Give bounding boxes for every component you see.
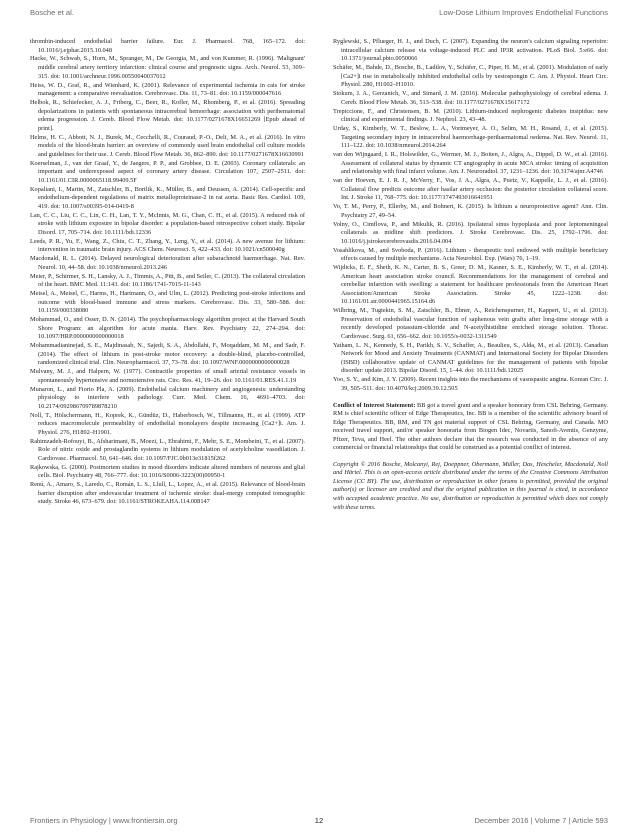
- footer-issue: December 2016 | Volume 7 | Article 593: [474, 816, 608, 825]
- reference-item: Lan, C. C., Liu, C. C., Lin, C. H., Lan, T. Y., McInnis, M. G., Chan, C. H., et al. (2015). A reduced risk of stroke with lithium exposure in bipolar disorder: a population-based retrospective cohort study. Bipolar Disord. 17, 705–714. doi: 10.1111/bdi.12336: [30, 211, 305, 236]
- copyright-notice: Copyright © 2016 Bosche, Molcanyi, Rej, Doeppner, Obermann, Müller, Das, Hescheler, Macdonald, Noll and Härtel. This is an open-access article distributed under the terms of the Creative Commons Attribution License (CC BY). The use, distribution or reproduction in other forums is permitted, provided the original author(s) or licensor are credited and that the original publication in this journal is cited, in accordance with accepted academic practice. No use, distribution or reproduction is permitted which does not comply with these terms.: [333, 460, 608, 511]
- reference-item: Helms, H. C., Abbott, N. J., Burek, M., Cecchelli, R., Couraud, P.-O., Deli, M. A., et al. (2016). In vitro models of the blood-brain barrier: an overview of commonly used brain endothelial cell culture models and guidelines for their use. J. Cereb. Blood Flow Metab. 36, 862–890. doi: 10.1177/0271678X16630991: [30, 133, 305, 158]
- references-right-column: [333, 38, 608, 518]
- reference-item: Mohammadianinejad, S. E., Majdinasab, N., Sajedi, S. A., Abdollahi, F., Moqaddam, M. M., and Sadr, F. (2014). The effect of lithium in post-stroke motor recovery: a double-blind, placebo-controlled, randomized clinical trial. Clin. Neuropharmacol. 37, 73–78. doi: 10.1097/WNF.0000000000000028: [30, 342, 305, 367]
- reference-item: Rahimzadeh-Rofouyi, B., Afsharimani, B., Moezi, L., Ebrahimi, F., Mehr, S. E., Mombeini, T., et al. (2007). Role of nitric oxide and prostaglandin systems in lithium modulation of acetylcholine vasodilation. J. Cardiovasc. Pharmacol. 50, 641–646. doi: 10.1097/FJC.0b013e31815f262: [30, 437, 305, 462]
- reference-item: Meisel, A., Meisel, C., Harms, H., Hartmann, O., and Ulm, L. (2012). Predicting post-stroke infections and outcome with blood-based immune and stress markers. Cerebrovasc. Dis. 33, 580–588. doi: 10.1159/000338080: [30, 290, 305, 315]
- reference-item: Renú, A., Amaro, S., Laredo, C., Román, L. S., Llull, L., Lopez, A., et al. (2015). Relevance of blood-brain barrier disruption after endovascular treatment of ischemic stroke: dual-energy computed tomographic study. Stroke 46, 673–679. doi: 10.1161/STROKEAHA.114.008147: [30, 481, 305, 506]
- reference-item: Kopaliani, I., Martin, M., Zatschler, B., Bortlik, K., Müller, B., and Deussen, A. (2014). Cell-specific and endothelium-dependent regulations of matrix metalloproteinase-2 in rat aorta. Basic Res. Cardiol. 109, 419. doi: 10.1007/s00395-014-0419-8: [30, 185, 305, 210]
- reference-item: Yatham, L. N., Kennedy, S. H., Parikh, S. V., Schaffer, A., Beaulieu, S., Alda, M., et al. (2013). Canadian Network for Mood and Anxiety Treatments (CANMAT) and International Society for Bipolar Disorders (ISBD) collaborative update of CANMAT guidelines for the management of patients with bipolar disorder: update 2013. Bipolar Disord. 15, 1–44. doi: 10.1111/bdi.12025: [333, 341, 608, 375]
- conflict-of-interest-statement: [333, 402, 608, 453]
- page-footer: [30, 816, 608, 828]
- reference-item: Munaron, L., and Fiorio Pla, A. (2009). Endothelial calcium machinery and angiogenesis: understanding physiology to interfere with pathology. Curr. Med. Chem. 16, 4691–4703. doi: 10.2174/092986709789878210: [30, 385, 305, 410]
- reference-item: Urday, S., Kimberly, W. T., Beslow, L. A., Vortmeyer, A. O., Selim, M. H., Rosand, J., et al. (2015). Targeting secondary injury in intracerebral haemorrhage-perihaematomal oedema. Nat. Rev. Neurol. 11, 111–122. doi: 10.1038/nrneurol.2014.264: [333, 125, 608, 150]
- reference-item: Yoo, S. Y., and Kim, J. Y. (2009). Recent insights into the mechanisms of vasospastic angina. Korean Circ. J. 39, 505–511. doi: 10.4070/kcj.2009.39.12.505: [333, 376, 608, 392]
- reference-item: Meier, P., Schirmer, S. H., Lansky, A. J., Timmis, A., Pitt, B., and Seiler, C. (2013). The collateral circulation of the heart. BMC Med. 11:143. doi: 10.1186/1741-7015-11-143: [30, 272, 305, 289]
- reference-item: van den Wijngaard, I. R., Holswilder, G., Wermer, M. J., Boiten, J., Algra, A., Dippel, D. W., et al. (2016). Assessment of collateral status by dynamic CT angiography in acute MCA stroke: timing of acquisition and relationship with final infarct volume. Am. J. Neuroradiol. 37, 1231–1236. doi: 10.3174/ajnr.A4746: [333, 151, 608, 176]
- reference-item: Mohammad, O., and Osser, D. N. (2014). The psychopharmacology algorithm project at the Harvard South Shore Program: an algorithm for acute mania. Harv. Rev. Psychiatry 22, 274–294. doi: 10.1097/HRP.0000000000000018: [30, 316, 305, 341]
- reference-item: Volny, O., Cimflova, P., and Mikulik, R. (2016). Ipsilateral sinus hypoplasia and poor leptomeningeal collaterals as midline shift predictors. J. Stroke Cerebrovasc. Dis. 25, 1792–1796. doi: 10.1016/j.jstrokecerebrovasdis.2016.04.004: [333, 220, 608, 245]
- reference-item: Koerselman, J., van der Graaf, Y., de Jaegere, P. P., and Grobbee, D. E. (2003). Coronary collaterals: an important and underexposed aspect of coronary artery disease. Circulation 107, 2507–2511. doi: 10.1161/01.CIR.0000065118.99409.5F: [30, 159, 305, 184]
- header-authors: Bosche et al.: [30, 8, 74, 17]
- conflict-of-interest-title: Conflict of Interest Statement:: [333, 401, 416, 409]
- reference-item: Vosahlikova, M., and Svoboda, P. (2016). Lithium - therapeutic tool endowed with multiple beneficiary effects caused by multiple mechanisms. Acta Neurobiol. Exp. (Wars) 76, 1–19.: [333, 246, 608, 263]
- reference-item: Mulvany, M. J., and Halpern, W. (1977). Contractile properties of small arterial resistance vessels in spontaneously hypertensive and normotensive rats. Circ. Res. 41, 19–26. doi: 10.1161/01.RES.41.1.19: [30, 368, 305, 384]
- reference-item: Schäfer, M., Bahde, D., Bosche, B., Ladilov, Y., Schäfer, C., Piper, H. M., et al. (2001). Modulation of early [Ca2+]i rise in metabolically inhibited endothelial cells by xestospongin C. Am. J. Physiol. Heart Circ. Physiol. 280, H1002–H1010.: [333, 64, 608, 89]
- page-number: 12: [314, 816, 324, 825]
- reference-item: van der Hoeven, E. J. R. J., McVerry, F., Vos, J. A., Algra, A., Puetz, V., Kappelle, L. J., et al. (2016). Collateral flow predicts outcome after basilar artery occlusion: the posterior circulation collateral score. Int. J. Stroke 11, 768–775. doi: 10.1177/1747493016641951: [333, 177, 608, 202]
- reference-item: Macdonald, R. L. (2014). Delayed neurological deterioration after subarachnoid haemorrhage. Nat. Rev. Neurol. 10, 44–58. doi: 10.1038/nrneurol.2013.246: [30, 255, 305, 271]
- reference-item: thrombin-induced endothelial barrier failure. Eur. J. Pharmacol. 768, 165–172. doi: 10.1016/j.ejphar.2015.10.048: [30, 38, 305, 54]
- reference-item: Leeds, P. R., Yu, F., Wang, Z., Chiu, C. T., Zhang, Y., Leng, Y., et al. (2014). A new avenue for lithium: intervention in traumatic brain injury. ACS Chem. Neurosci. 5, 422–433. doi: 10.1021/cn500040g: [30, 237, 305, 254]
- reference-item: Trepiccione, F., and Christensen, B. M. (2010). Lithium-induced nephrogenic diabetes insipidus: new clinical and experimental findings. J. Nephrol. 23, 43–48.: [333, 107, 608, 124]
- reference-item: Helbok, R., Schiefecker, A. J., Friberg, C., Beer, R., Kofler, M., Rhomberg, P., et al. (2016). Spreading depolarizations in patients with spontaneous intracerebral hemorrhage: association with perihematomal edema progression. J. Cereb. Blood Flow Metab. doi: 10.1177/0271678X16651269 [Epub ahead of print].: [30, 99, 305, 132]
- conflict-of-interest-text: BB got a travel grant and a speaker honorary from CSL Behring, Germany. RM is chief scientific officer of Edge Therapeutics, Inc. BB is a member of the scientific advisory board of Edge Therapeutics. BB, RM, and TN got material support of CSL Behring, Germany, and Canada. MO received travel support, and/or speaker honoraria from Biogen Idec, Novartis, Sanofi-Aventis, Genzyme, Pfizer, Teva, and Heel. The other authors declare that the research was conducted in the absence of any commercial or financial relationships that could be construed as a potential conflict of interest.: [333, 401, 608, 452]
- footer-journal: Frontiers in Physiology | www.frontiersin.org: [30, 816, 178, 825]
- reference-item: Wilbring, M., Tugtekin, S. M., Zatschler, B., Ebner, A., Reichenspurner, H., Kappert, U., et al. (2013). Preservation of endothelial vascular function of saphenous vein grafts after long-time storage with a recently developed potassium-chloride and N-acetylhistidine enriched storage solution. Thorac. Cardiovasc. Surg. 61, 656–662. doi: 10.1055/s-0032-1311549: [333, 307, 608, 340]
- reference-item: Stokum, J. A., Gerzanich, V., and Simard, J. M. (2016). Molecular pathophysiology of cerebral edema. J. Cereb. Blood Flow Metab. 36, 513–538. doi: 10.1177/0271678X15617172: [333, 90, 608, 106]
- reference-item: Vo, T. M., Perry, P., Ellerby, M., and Bohnert, K. (2015). Is lithium a neuroprotective agent? Ann. Clin. Psychiatry 27, 49–54.: [333, 203, 608, 219]
- reference-item: Heiss, W. D., Graf, R., and Wienhard, K. (2001). Relevance of experimental ischemia in cats for stroke management: a comparative reevaluation. Cerebrovasc. Dis. 11, 73–81. doi: 10.1159/000047616: [30, 81, 305, 98]
- reference-item: Hacke, W., Schwab, S., Horn, M., Spranger, M., De Georgia, M., and von Kummer, R. (1996). 'Malignant' middle cerebral artery territory infarction: clinical course and prognostic signs. Arch. Neurol. 53, 309–315. doi: 10.1001/archneur.1996.00550040037012: [30, 55, 305, 80]
- reference-item: Wijdicks, E. F., Sheth, K. N., Carter, B. S., Greer, D. M., Kasner, S. E., Kimberly, W. T., et al. (2014). American heart association stroke council. Recommendations for the management of cerebral and cerebellar infarction with swelling: a statement for healthcare professionals from the American Heart Association/American Stroke Association. Stroke 45, 1222–1238. doi: 10.1161/01.str.0000441965.15164.d6: [333, 264, 608, 306]
- references-left-column: [30, 38, 305, 507]
- reference-item: Rajkowska, G. (2000). Postmortem studies in mood disorders indicate altered numbers of neurons and glial cells. Biol. Psychiatry 48, 766–777. doi: 10.1016/S0006-3223(00)00950-1: [30, 463, 305, 480]
- reference-item: Ryglewski, S., Pflueger, H. J., and Duch, C. (2007). Expanding the neuron's calcium signaling repertoire: intracellular calcium release via voltage-induced PLC and IP3R activation. PLoS Biol. 5:e66. doi: 10.1371/journal.pbio.0050066: [333, 38, 608, 63]
- header-short-title: Low-Dose Lithium Improves Endothelial Functions: [439, 8, 608, 17]
- running-header: [30, 8, 608, 20]
- reference-item: Noll, T., Hölschermann, H., Koprek, K., Gündüz, D., Haberbosch, W., Tillmanns, H., et al. (1999). ATP reduces macromolecule permeability of endothelial monolayers despite increasing [Ca2+]i. Am. J. Physiol. 276, H1892–H1901.: [30, 411, 305, 436]
